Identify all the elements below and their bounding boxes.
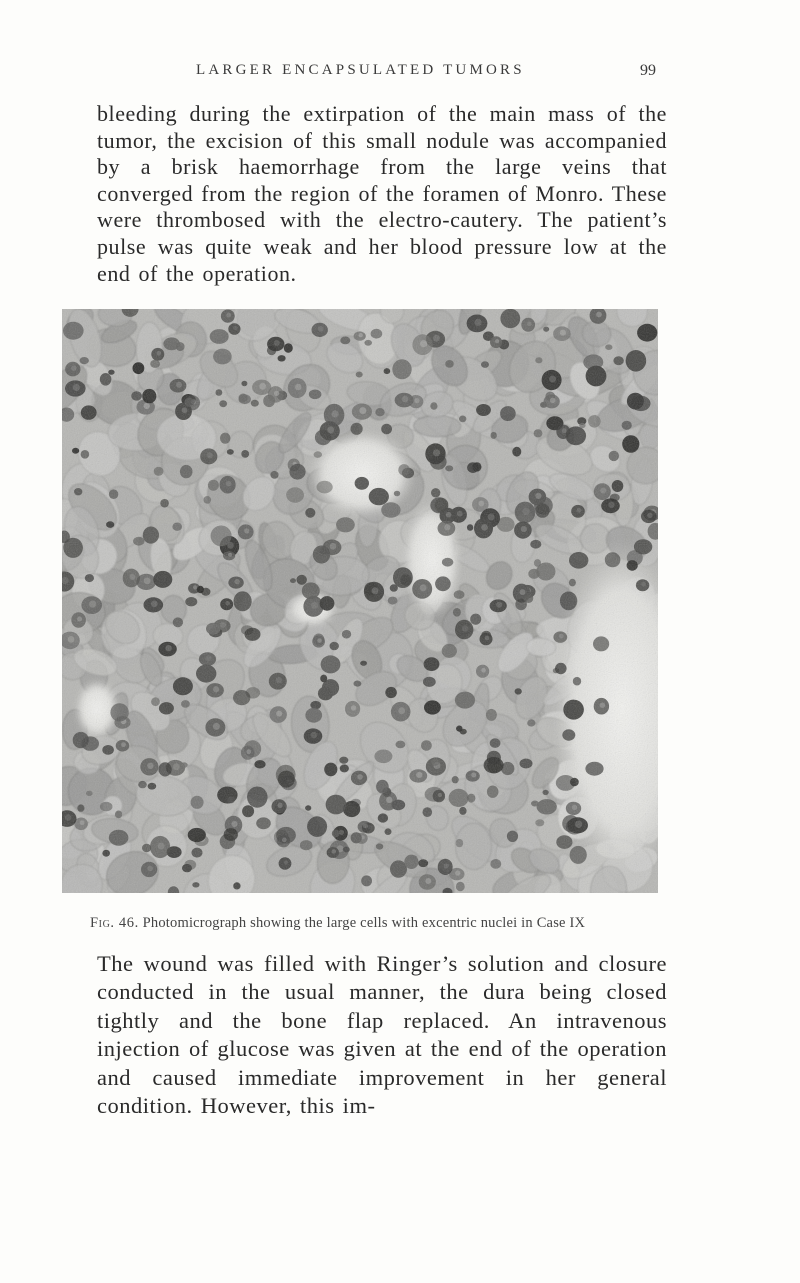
page-number: 99: [640, 62, 656, 79]
figure-label: Fig. 46.: [90, 915, 139, 931]
photomicrograph-image: [62, 309, 658, 893]
running-head: [0, 62, 800, 86]
body-paragraph-top: bleeding during the extirpation of the main mass of the tumor, the excision of this small nodule was accompanied by a brisk haemorrhage from the large veins that converged from the region of the foramen of Monro. These were thrombosed with the electro-cautery. The patient’s pulse was quite weak and her blood pressure low at the end of the operation.: [97, 101, 667, 286]
body-paragraph-bottom: The wound was filled with Ringer’s solution and closure conducted in the usual manner, the dura being closed tightly and the bone flap replaced. An intravenous injection of glucose was given at the end of the operation and caused immediate improvement in her general condition. However, this im-: [97, 951, 667, 1119]
figure-caption-text: Photomicrograph showing the large cells with excentric nuclei in Case IX: [142, 915, 586, 931]
figure-caption: [90, 915, 710, 932]
running-title: LARGER ENCAPSULATED TUMORS: [196, 62, 525, 78]
photomicrograph: [62, 309, 658, 893]
